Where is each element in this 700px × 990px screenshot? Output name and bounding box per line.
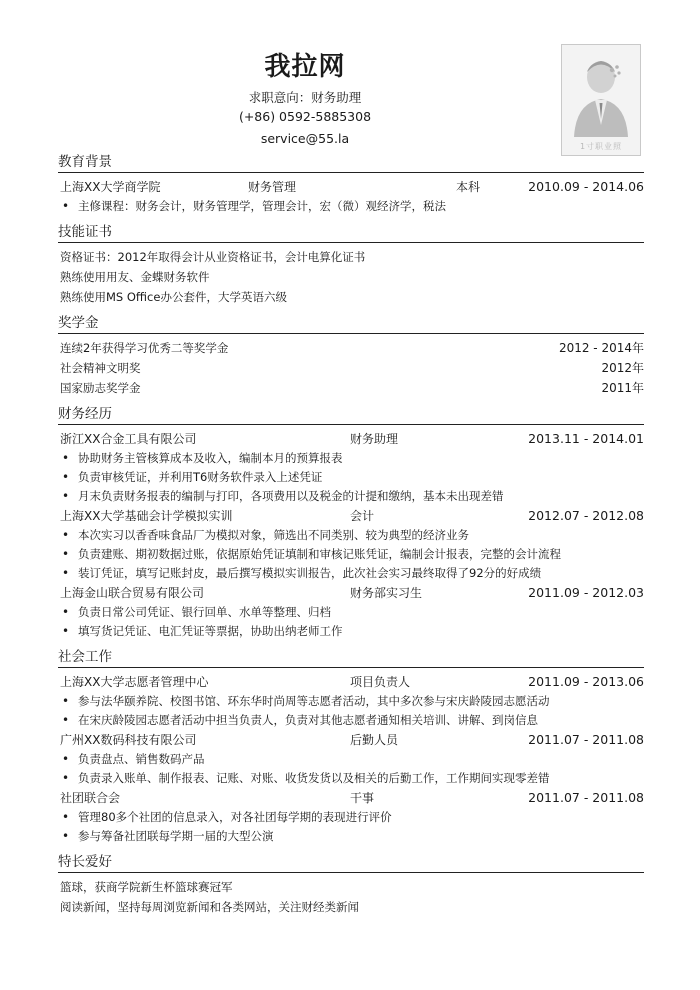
section-divider (58, 424, 644, 425)
section-title-education: 教育背景 (58, 154, 112, 170)
list-item: • 参与筹备社团联每学期一届的大型公演 (58, 827, 644, 846)
photo-caption: 1寸职业照 (579, 142, 623, 151)
award-item (58, 338, 644, 358)
hobby-line: 篮球，获商学院新生杯篮球赛冠军 (60, 880, 233, 894)
list-item: • 负责盘点、销售数码产品 (58, 750, 644, 769)
resume-header (0, 0, 700, 160)
phone-number: (+86) 0592-5885308 (238, 109, 372, 124)
award-item (58, 358, 644, 378)
job-date: 2011.07 - 2011.08 (528, 732, 644, 747)
candidate-name: 我拉网 (264, 52, 346, 82)
experience-entry (58, 429, 644, 449)
list-item: • 管理80多个社团的信息录入，对各社团每学期的表现进行评价 (58, 808, 644, 827)
degree: 本科 (456, 180, 481, 194)
award-name: 社会精神文明奖 (60, 361, 141, 375)
experience-entry (58, 672, 644, 692)
section-title-awards: 奖学金 (58, 315, 99, 331)
school-name: 上海XX大学商学院 (60, 180, 161, 194)
resume-body (58, 150, 644, 917)
list-item: • 负责审核凭证，并利用T6财务软件录入上述凭证 (58, 468, 644, 487)
email-address: service@55.la (260, 131, 350, 146)
list-item: • 负责建账、期初数据过账，依据原始凭证填制和审核记账凭证，编制会计报表，完整的会计流程 (58, 545, 644, 564)
company-name: 上海金山联合贸易有限公司 (60, 586, 205, 600)
education-entry (58, 177, 644, 197)
list-item: • 装订凭证，填写记账封皮，最后撰写模拟实训报告，此次社会实习最终取得了92分的好成绩 (58, 564, 644, 583)
job-role: 干事 (350, 791, 375, 805)
list-item: • 月末负责财务报表的编制与打印，各项费用以及税金的计提和缴纳，基本未出现差错 (58, 487, 644, 506)
major: 财务管理 (248, 180, 297, 194)
award-year: 2012年 (601, 361, 644, 375)
section-title-social: 社会工作 (58, 649, 112, 665)
job-date: 2011.07 - 2011.08 (528, 790, 644, 805)
section-divider (58, 242, 644, 243)
section-title-finance: 财务经历 (58, 406, 112, 422)
list-item: • 填写货记凭证、电汇凭证等票据，协助出纳老师工作 (58, 622, 644, 641)
company-name: 上海XX大学基础会计学模拟实训 (60, 509, 233, 523)
job-role: 财务助理 (350, 432, 399, 446)
organization-name: 社团联合会 (60, 791, 121, 805)
list-item: • 本次实习以香香味食品厂为模拟对象，筛选出不同类别、较为典型的经济业务 (58, 526, 644, 545)
section-title-skills: 技能证书 (58, 224, 112, 240)
section-divider (58, 172, 644, 173)
section-divider (58, 333, 644, 334)
experience-entry (58, 506, 644, 526)
job-date: 2011.09 - 2012.03 (528, 585, 644, 600)
job-date: 2012.07 - 2012.08 (528, 508, 644, 523)
award-name: 国家励志奖学金 (60, 381, 141, 395)
section-divider (58, 667, 644, 668)
award-year: 2011年 (601, 381, 644, 395)
job-role: 项目负责人 (350, 675, 411, 689)
list-item: • 主修课程：财务会计，财务管理学，管理会计，宏（微）观经济学，税法 (58, 197, 644, 216)
experience-entry (58, 730, 644, 750)
person-silhouette-icon (562, 45, 640, 155)
organization-name: 广州XX数码科技有限公司 (60, 733, 197, 747)
profile-photo (561, 44, 641, 156)
job-date: 2011.09 - 2013.06 (528, 674, 644, 689)
job-date: 2013.11 - 2014.01 (528, 431, 644, 446)
skill-line: 熟练使用用友、金蝶财务软件 (60, 270, 210, 284)
experience-entry (58, 583, 644, 603)
award-year: 2012 - 2014年 (558, 341, 644, 355)
section-divider (58, 872, 644, 873)
company-name: 浙江XX合金工具有限公司 (60, 432, 197, 446)
list-item: • 负责日常公司凭证、银行回单、水单等整理、归档 (58, 603, 644, 622)
list-item: • 在宋庆龄陵园志愿者活动中担当负责人，负责对其他志愿者通知相关培训、讲解、到岗信息 (58, 711, 644, 730)
organization-name: 上海XX大学志愿者管理中心 (60, 675, 209, 689)
job-role: 财务部实习生 (350, 586, 423, 600)
award-name: 连续2年获得学习优秀二等奖学金 (60, 341, 229, 355)
job-role: 会计 (350, 509, 375, 523)
experience-entry (58, 788, 644, 808)
hobby-line: 阅读新闻，坚持每周浏览新闻和各类网站，关注财经类新闻 (60, 900, 359, 914)
education-date: 2010.09 - 2014.06 (528, 179, 644, 194)
award-item (58, 378, 644, 398)
list-item: • 参与法华颐养院、校图书馆、环东华时尚周等志愿者活动，其中多次参与宋庆龄陵园志愿活动 (58, 692, 644, 711)
skill-line: 熟练使用MS Office办公套件，大学英语六级 (60, 290, 287, 304)
list-item: • 负责录入账单、制作报表、记账、对账、收货发货以及相关的后勤工作，工作期间实现零差错 (58, 769, 644, 788)
list-item: • 协助财务主管核算成本及收入，编制本月的预算报表 (58, 449, 644, 468)
job-objective: 求职意向：财务助理 (248, 90, 362, 105)
job-role: 后勤人员 (350, 733, 399, 747)
skill-line: 资格证书：2012年取得会计从业资格证书，会计电算化证书 (60, 250, 366, 264)
section-title-hobbies: 特长爱好 (58, 854, 112, 870)
